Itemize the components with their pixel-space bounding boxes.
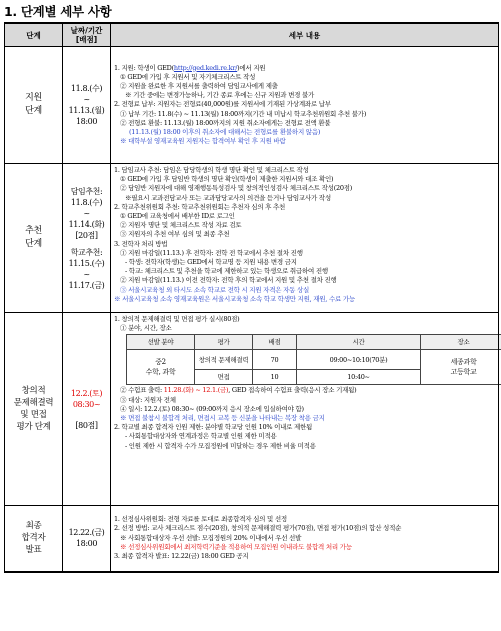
date-text: 18:00: [75, 539, 98, 549]
schedule-table: [4, 22, 499, 573]
content-line: ※ 면접 불참시 불합격 처리, 면접시 교복 등 신분을 나타내는 복장 착용 금지: [120, 414, 325, 423]
content-line: ② 지원자 명단 및 체크리스트 작성 자료 검토: [120, 221, 242, 230]
content-line: 1. 선정심사위원회: 전형 자료를 토대로 최종합격자 심의 및 선정: [114, 515, 287, 524]
date-text: 08:30~: [72, 399, 101, 409]
content-line: 2. 학교추천위원회 추천: 학교추천위원회는 추천자 심의 후 추천: [114, 202, 286, 211]
content-line: ② 수험표 출력: 11.28.(화) ~ 12.1.(금), GED 접속하여 수험표 출력(응시 장소 기재됨): [120, 386, 357, 395]
inner-header: 시간: [297, 335, 421, 350]
content-line: 3. 최종 합격자 발표: 12.22(금) 18:00 GED 공지: [114, 552, 249, 561]
content-line: ① GED에 교육청에서 배부한 ID로 로그인: [120, 212, 235, 221]
stage-label: 추천: [25, 226, 42, 236]
date-text: 담임추천:: [70, 186, 103, 196]
content-line: ① GED에 가입 후 지원서 및 자기체크리스트 작성: [120, 72, 256, 81]
content-cell: [111, 506, 499, 572]
stage-cell: [5, 47, 63, 164]
stage-label: 최종: [25, 521, 42, 532]
date-text: 11.14.(화): [68, 219, 105, 229]
inner-cell-time: 10:40~: [297, 370, 421, 385]
date-text: 12.22.(금): [68, 528, 105, 538]
inner-cell-score: 70: [253, 350, 297, 370]
content-line: 1. 담임교사 추천: 담임은 담당학생의 학생 명단 확인 및 체크리스트 작성: [114, 166, 309, 174]
content-line: ② 전형료 환불: 11.13.(월) 18:00까지의 지원 취소자에게는 전형료 전액 환불: [120, 118, 331, 127]
inner-cell-eval: 창의적 문제해결력: [195, 350, 253, 370]
table-row: [5, 47, 499, 164]
content-line: ② 담임반 지원자에 대해 영재행동특성검사 및 창의적인성검사 체크리스트 작성(20점): [120, 184, 353, 193]
content-line: ※ 서울시교육청 소속 영재교육원은 서울시교육청 소속 학교 학생만 지원, 재원, 수료 가능: [114, 294, 355, 303]
header-score-label: [배점]: [75, 35, 98, 44]
content-line: ② 지원을 완료한 후 지원서를 출력하여 담임교사에게 제출: [120, 81, 278, 90]
inner-header: 선발 분야: [127, 335, 195, 350]
content-line: ① 납부 기간: 11.8(수) ~ 11.13(월) 18:00까지(기간 내 미납시 학교추천위원회 추천 불가): [120, 109, 367, 118]
content-line: ① 지원 마감일(11.13.) 후 전학자: 전학 전 학교에서 추천 절차 진행: [120, 248, 303, 257]
stage-label: 문제해결력: [13, 398, 54, 408]
content-line: 1. 지원: 학생이 GED(http://ged.kedi.re.kr/)에서 지원: [114, 63, 266, 72]
content-cell: [111, 313, 499, 506]
content-line: ※ 사회통합대상자 우선 선발: 모집정원의 20% 이내에서 우선 선발: [120, 533, 302, 542]
stage-label: 발표: [25, 545, 42, 556]
date-text: 학교추천:: [70, 247, 103, 257]
date-cell: [63, 506, 111, 572]
date-text: 11.17.(금): [68, 280, 105, 290]
inner-header: 배점: [253, 335, 297, 350]
content-line: (11.13.(월) 18:00 이후의 취소자에 대해서는 전형료를 환불하지 않음): [129, 128, 321, 136]
content-line: - 사회통합대상자와 연계과정은 학교별 인원 제한 미적용: [125, 432, 277, 441]
stage-label: 단계: [25, 106, 42, 116]
date-text: 18:00: [75, 117, 98, 126]
stage-label: 및 면접: [20, 410, 47, 420]
page-title: 1. 단계별 세부 사항: [4, 4, 112, 19]
content-line: ① 분야, 시간, 장소: [120, 324, 172, 333]
stage-label: 창의적: [21, 386, 46, 396]
header-date: [63, 23, 111, 47]
content-line: ③ 서울시교육청 외 타시도 소속 학교로 전학 시 지원 자격은 자동 상실: [120, 285, 310, 294]
stage-label: 단계: [25, 239, 42, 249]
content-line: ② 지원 마감일(11.13.) 이전 전학자: 전학 후의 학교에서 지원 및 추천 절차 진행: [120, 276, 337, 285]
stage-label: 지원: [25, 93, 42, 103]
score-text: [80점]: [75, 420, 98, 430]
content-line: ※필요시 교과전담교사 또는 교과담당교사의 의견을 듣거나 담임교사가 작성: [125, 193, 331, 202]
content-line: ① GED에 가입 후 담임반 학생의 명단 확인(학생이 제출한 지원서와 대조 확인): [120, 175, 334, 184]
content-line: ※ 대학부설 영재교육원 지원자는 합격여부 확인 후 지원 바람: [120, 137, 286, 146]
exam-schedule-table: [126, 334, 501, 385]
header-content: 세부 내용: [111, 23, 499, 47]
date-text: ~: [83, 208, 90, 218]
content-line: ※ 기간 중에는 변경가능하나, 기간 종료 후에는 신규 지원과 변경 불가: [125, 91, 315, 100]
date-text: 11.8.(수): [70, 197, 103, 207]
score-text: [20점]: [75, 230, 98, 240]
date-text: 11.15.(수): [68, 258, 105, 268]
content-line: ③ 지원자의 추천 여부 심의 및 최종 추천: [120, 230, 230, 239]
date-text: ~: [83, 269, 90, 279]
table-header-row: [5, 23, 499, 47]
content-line: 2. 전형료 납부: 지원자는 전형료(40,000원)를 지원서에 기재된 가상계좌로 납부: [114, 100, 331, 109]
content-line: - 인원 제한 시 합격자 수가 모집정원에 미달하는 경우 제한 비율 미적용: [125, 441, 316, 450]
stage-cell: [5, 506, 63, 572]
content-line: ③ 대상: 지원자 전체: [120, 395, 176, 404]
stage-cell: [5, 164, 63, 313]
stage-label: 합격자: [21, 533, 46, 544]
stage-label: 평가 단계: [16, 422, 51, 432]
date-text: ~: [83, 95, 90, 104]
inner-cell-field: 중2 수학, 과학: [127, 350, 195, 385]
inner-cell-eval: 면접: [195, 370, 253, 385]
inner-cell-score: 10: [253, 370, 297, 385]
header-stage: 단계: [5, 23, 63, 47]
content-cell: [111, 47, 499, 164]
stage-cell: [5, 313, 63, 506]
date-cell: [63, 164, 111, 313]
header-date-label: 날짜/기간: [70, 26, 103, 35]
inner-cell-place: 세종과학 고등학교: [421, 350, 501, 385]
content-line: 3. 전학자 처리 방법: [114, 239, 168, 248]
table-row: [5, 506, 499, 572]
inner-header: 평가: [195, 335, 253, 350]
inner-header: 장소: [421, 335, 501, 350]
content-line: 1. 창의적 문제해결력 및 면접 평가 실시(80점): [114, 315, 240, 323]
inner-cell-time: 09:00~10:10(70분): [297, 350, 421, 370]
table-row: [5, 313, 499, 506]
content-line: ※ 선정심사위원회에서 최저학력기준을 적용하여 모집인원 이내라도 불합격 처리 가능: [120, 542, 352, 551]
date-text: 11.13.(월): [68, 106, 105, 115]
ged-link[interactable]: http://ged.kedi.re.kr/: [173, 63, 238, 72]
content-line: - 학교: 체크리스트 및 추천을 학교에 제한하고 있는 학생으로 취급하여 진행: [125, 267, 328, 276]
content-cell: [111, 164, 499, 313]
date-cell: [63, 47, 111, 164]
date-text: 12.2.(토): [70, 388, 103, 398]
date-text: 11.8.(수): [70, 84, 103, 93]
date-cell: [63, 313, 111, 506]
content-line: - 학생: 전학자(학생)는 GED에서 학교명 등 지원 내용 변경 금지: [125, 258, 297, 267]
content-line: 2. 학교별 최종 합격자 인원 제한: 분야별 학교당 인원 10% 이내로 제한됨: [114, 423, 313, 432]
table-row: [5, 164, 499, 313]
content-line: ④ 일시: 12.2.(토) 08:30~ (09:00까지 응시 장소에 입실하여야 함): [120, 404, 304, 413]
content-line: 2. 선정 방법: 교사 체크리스트 점수(20점), 창의적 문제해결력 평가(70점), 면접 평가(10점)의 합산 성적순: [114, 524, 402, 533]
